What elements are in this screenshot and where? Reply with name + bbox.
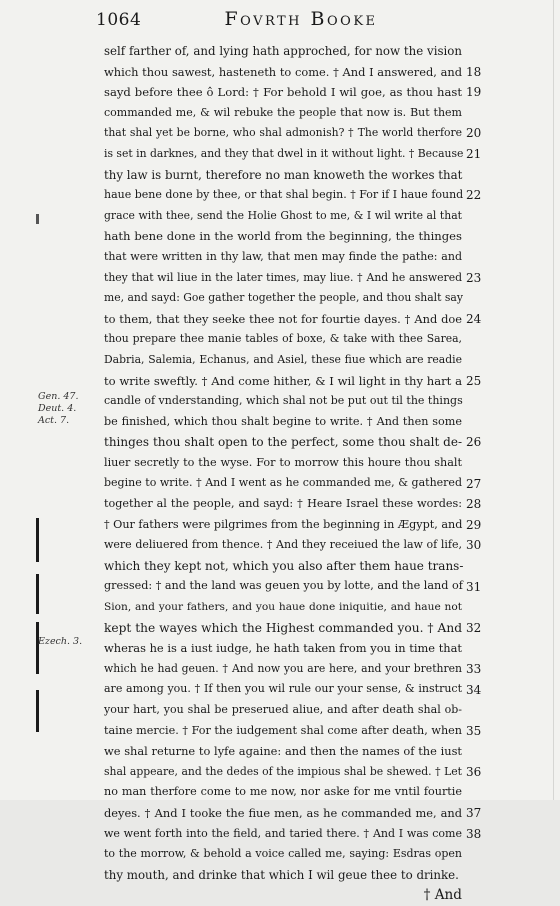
- text-line: thinges thou shalt open to the perfect, some thou shalt de-: [104, 435, 462, 450]
- text-line: kept the wayes which the Highest commanded you. † And: [104, 620, 462, 635]
- verse-number: 35: [466, 723, 482, 738]
- verse-number: 31: [466, 579, 482, 594]
- verse-number: 24: [466, 311, 482, 326]
- catchword: † And: [423, 887, 462, 904]
- verse-number: 22: [466, 188, 482, 203]
- page-edge: [553, 0, 554, 800]
- text-line: which they kept not, which you also after them haue trans-: [104, 558, 464, 573]
- verse-number: 18: [466, 64, 482, 79]
- margin-note-deut: Deut. 4.: [38, 403, 77, 414]
- text-line: thy law is burnt, therefore no man knoweth the workes that: [104, 167, 463, 182]
- text-line: haue bene done by thee, or that shal begin. † For if I haue found: [104, 188, 464, 202]
- verse-number: 32: [466, 620, 482, 635]
- text-line: Sion, and your fathers, and you haue done iniquitie, and haue not: [104, 601, 462, 614]
- text-line: no man therfore come to me now, nor aske for me vntil fourtie: [104, 785, 462, 799]
- margin-bar-mark: [36, 574, 39, 614]
- text-line: Dabria, Salemia, Echanus, and Asiel, these fiue which are readie: [104, 352, 462, 366]
- text-line: which thou sawest, hasteneth to come. † And I answered, and: [104, 64, 462, 79]
- text-line: shal appeare, and the dedes of the impious shal be shewed. † Let: [104, 764, 462, 778]
- verse-number: 25: [466, 373, 482, 388]
- verse-number: 30: [466, 538, 482, 553]
- text-line: commanded me, & wil rebuke the people that now is. But them: [104, 105, 462, 119]
- verse-number: 19: [466, 85, 482, 100]
- margin-bar-mark: [36, 518, 39, 562]
- page-header: [96, 6, 506, 32]
- verse-number: 21: [466, 147, 482, 161]
- running-head: Fovrth Booke: [224, 8, 378, 30]
- verse-number: 33: [466, 662, 482, 676]
- text-line: that were written in thy law, that men may finde the pathe: and: [104, 249, 462, 263]
- text-line: wheras he is a iust iudge, he hath taken from you in time that: [104, 641, 462, 656]
- verse-number: 36: [466, 765, 482, 779]
- text-line: gressed: † and the land was geuen you by lotte, and the land of: [104, 579, 463, 593]
- text-line: me, and sayd: Goe gather together the people, and thou shalt say: [104, 291, 463, 305]
- verse-number: 29: [466, 517, 482, 532]
- text-line: thy mouth, and drinke that which I wil geue thee to drinke.: [104, 867, 459, 882]
- text-line: to write sweftly. † And come hither, & I wil light in thy hart a: [104, 373, 462, 388]
- text-line: sayd before thee ô Lord: † For behold I wil goe, as thou hast: [104, 85, 462, 100]
- verse-number: 38: [466, 826, 482, 841]
- verse-number: 34: [466, 682, 482, 697]
- page-number: 1064: [96, 10, 142, 30]
- text-line: is set in darknes, and they that dwel in it without light. † Because: [104, 146, 464, 160]
- text-line: begine to write. † And I went as he commanded me, & gathered: [104, 476, 462, 490]
- text-line: thou prepare thee manie tables of boxe, & take with thee Sarea,: [104, 332, 462, 346]
- text-line: together al the people, and sayd: † Heare Israel these wordes:: [104, 497, 462, 511]
- text-line: deyes. † And I tooke the fiue men, as he commanded me, and: [104, 805, 462, 820]
- text-line: liuer secretly to the wyse. For to morrow this houre thou shalt: [104, 455, 462, 469]
- text-line: were deliuered from thence. † And they receiued the law of life,: [104, 538, 462, 552]
- text-line: be finished, which thou shalt begine to write. † And then some: [104, 414, 462, 428]
- text-line: that shal yet be borne, who shal admonish? † The world therfore: [104, 126, 462, 140]
- margin-note-ezech: Ezech. 3.: [38, 636, 83, 647]
- verse-number: 28: [466, 497, 482, 512]
- margin-tick-mark: [36, 214, 39, 224]
- text-line: † Our fathers were pilgrimes from the beginning in Ægypt, and: [104, 517, 463, 531]
- margin-note-act: Act. 7.: [38, 415, 70, 426]
- text-line: grace with thee, send the Holie Ghost to me, & I wil write al that: [104, 208, 462, 222]
- text-line: hath bene done in the world from the beginning, the thinges: [104, 229, 462, 244]
- text-line: your hart, you shal be preserued aliue, and after death shal ob-: [104, 703, 462, 716]
- margin-note-gen: Gen. 47.: [38, 391, 79, 402]
- margin-bar-mark: [36, 622, 39, 674]
- text-line: they that wil liue in the later times, may liue. † And he answered: [104, 270, 462, 284]
- text-line: candle of vnderstanding, which shal not be put out til the things: [104, 394, 463, 408]
- verse-number: 27: [466, 476, 482, 491]
- text-line: self farther of, and lying hath approched, for now the vision: [104, 44, 462, 58]
- verse-number: 20: [466, 126, 482, 141]
- text-line: are among you. † If then you wil rule our your sense, & instruct: [104, 682, 462, 696]
- text-line: taine mercie. † For the iudgement shal come after death, when: [104, 723, 462, 737]
- verse-number: 26: [466, 435, 482, 450]
- verse-number: 37: [466, 806, 482, 821]
- text-line: we went forth into the field, and taried there. † And I was come: [104, 826, 462, 840]
- text-line: we shal returne to lyfe againe: and then the names of the iust: [104, 744, 462, 759]
- body-text: [104, 41, 462, 906]
- text-line: to the morrow, & behold a voice called me, saying: Esdras open: [104, 847, 462, 861]
- verse-number: 23: [466, 270, 482, 285]
- text-line: to them, that they seeke thee not for fourtie dayes. † And doe: [104, 311, 462, 326]
- margin-bar-mark: [36, 690, 39, 732]
- text-line: which he had geuen. † And now you are here, and your brethren: [104, 661, 462, 675]
